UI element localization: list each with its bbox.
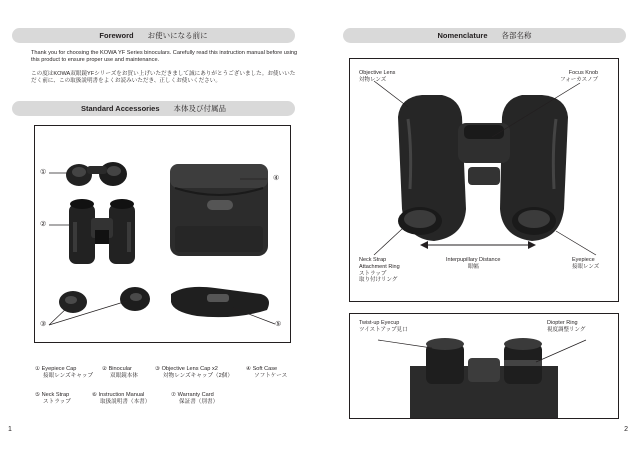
accessories-title-jp: 本体及び付属品	[173, 104, 226, 113]
label-eyepiece-en: Eyepiece	[572, 257, 595, 263]
label-eyepiece-jp: 接眼レンズ	[572, 263, 600, 270]
accessories-photo-frame	[34, 125, 291, 343]
legend-en-5: Neck Strap	[41, 392, 70, 398]
legend-num-5: ⑤	[35, 392, 41, 398]
label-eyepiece	[572, 257, 599, 271]
nomenclature-title-jp: 各部名称	[501, 31, 532, 40]
nomenclature-diagram-frame	[349, 58, 619, 302]
marker-3: ③	[40, 321, 47, 328]
legend-jp-7: 保証書（別書）	[179, 399, 219, 406]
foreword-title: Foreword	[99, 31, 134, 40]
leader-objective-lens	[374, 81, 408, 107]
legend-num-1: ①	[35, 366, 41, 372]
legend-en-1: Eyepiece Cap	[41, 366, 77, 372]
label-diopter-ring-en: Diopter Ring	[547, 320, 578, 326]
page-number-right: 2	[624, 426, 628, 433]
legend-jp-5: ストラップ	[43, 399, 71, 406]
legend-jp-3: 対物レンズキャップ（2個）	[163, 373, 233, 380]
label-neck-strap-en2: Attachment Ring	[359, 263, 400, 270]
legend-en-4: Soft Case	[252, 366, 278, 372]
label-twist-up-eyecup-en: Twist-up Eyecup	[359, 320, 400, 326]
foreword-banner	[12, 28, 295, 43]
label-twist-up-eyecup	[359, 320, 408, 334]
legend-item-2	[102, 366, 138, 381]
label-twist-up-eyecup-jp: ツイストアップ見口	[359, 326, 408, 333]
label-objective-lens-en: Objective Lens	[359, 70, 396, 76]
legend-num-4: ④	[246, 366, 252, 372]
marker-4: ④	[273, 175, 280, 182]
nomenclature-title: Nomenclature	[437, 31, 488, 40]
legend-jp-4: ソフトケース	[254, 373, 288, 380]
label-interpupillary-jp: 眼幅	[467, 263, 479, 270]
legend-item-4	[246, 366, 287, 381]
legend-en-2: Binocular	[108, 366, 132, 372]
label-objective-lens-jp: 対物レンズ	[359, 76, 387, 83]
foreword-title-jp: お使いになる前に	[147, 31, 208, 40]
accessories-title: Standard Accessories	[80, 104, 160, 113]
legend-jp-1: 接眼レンズキャップ	[43, 373, 94, 380]
neck-strap-image	[171, 287, 269, 317]
eyecup-detail-frame	[349, 313, 619, 419]
label-interpupillary	[446, 257, 500, 271]
foreword-paragraph-en: Thank you for choosing the KOWA YF Series binoculars. Carefully read this instruction manual before using this product to ensure proper use and maintenance.	[31, 50, 298, 64]
marker-5: ⑤	[275, 321, 282, 328]
eyepiece-cap-image	[66, 162, 127, 186]
label-neck-strap-jp1: ストラップ	[359, 270, 387, 277]
right-page	[319, 0, 638, 450]
accessories-photo	[35, 126, 290, 342]
label-neck-strap-en1: Neck Strap	[359, 257, 387, 263]
marker-1: ①	[40, 169, 47, 176]
page-number-left: 1	[8, 426, 12, 433]
legend-jp-2: 双眼鏡本体	[110, 373, 138, 380]
leader-diopter-ring	[536, 340, 586, 362]
legend-item-5	[35, 392, 71, 407]
legend-en-6: Instruction Manual	[98, 392, 145, 398]
legend-item-1	[35, 366, 93, 381]
leader-twist-up-eyecup	[378, 340, 432, 348]
legend-num-3: ③	[155, 366, 161, 372]
accessories-banner	[12, 101, 295, 116]
leader-eyepiece	[556, 231, 596, 255]
legend-item-3	[155, 366, 233, 381]
legend-num-2: ②	[102, 366, 108, 372]
label-focus-knob	[560, 70, 598, 84]
legend-en-7: Warranty Card	[177, 392, 214, 398]
binocular-image	[69, 199, 135, 264]
legend-en-3: Objective Lens Cap x2	[161, 366, 218, 372]
nomenclature-banner	[343, 28, 626, 43]
objective-lens-caps-image	[59, 287, 150, 313]
label-objective-lens	[359, 70, 395, 84]
legend-num-6: ⑥	[92, 392, 98, 398]
foreword-paragraph-jp: この度はKOWA双眼鏡YFシリーズをお買い上げいただきまして誠にありがとうございました。お使いいただく前に、この取扱説明書をよくお読みいただき、正しくお使いください。	[31, 71, 296, 85]
leader-neck-strap-ring	[374, 229, 402, 255]
label-neck-strap-jp2: 取り付けリング	[359, 277, 398, 284]
label-neck-strap-ring	[359, 257, 400, 284]
label-interpupillary-en: Interpupillary Distance	[446, 257, 501, 263]
legend-num-7: ⑦	[171, 392, 177, 398]
soft-case-image	[170, 164, 268, 256]
label-diopter-ring-jp: 視度調整リング	[547, 326, 586, 333]
marker-2: ②	[40, 221, 47, 228]
label-diopter-ring	[547, 320, 585, 334]
legend-jp-6: 取扱説明書（本書）	[100, 399, 151, 406]
legend-item-7	[171, 392, 218, 407]
label-focus-knob-jp: フォーカスノブ	[560, 76, 599, 83]
label-focus-knob-en: Focus Knob	[568, 70, 599, 76]
legend-item-6	[92, 392, 150, 407]
